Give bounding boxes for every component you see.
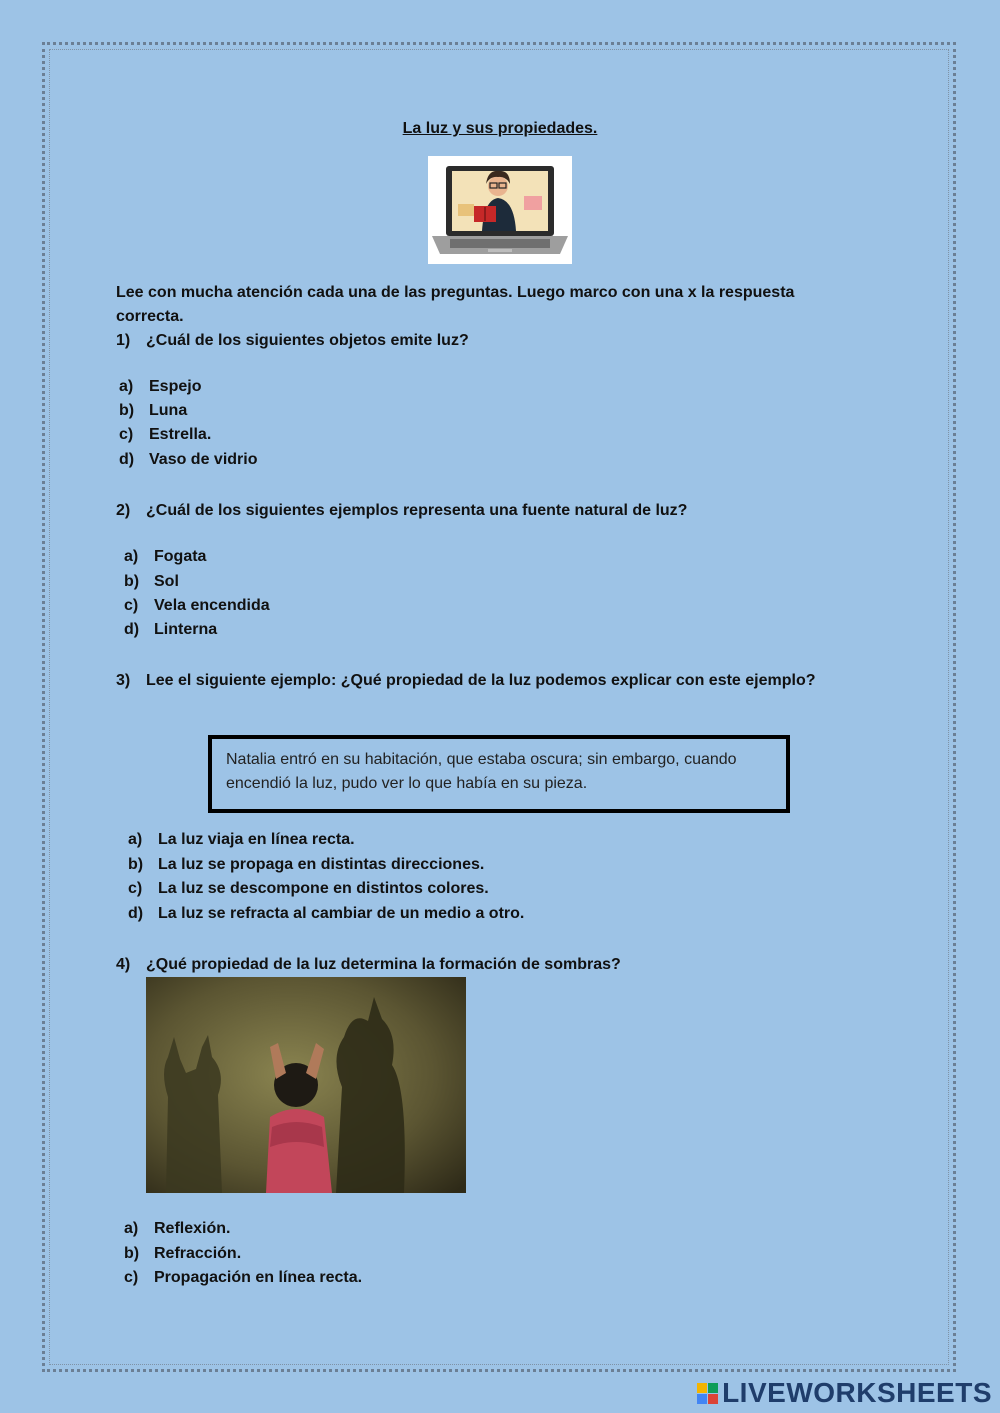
shadow-play-photo bbox=[146, 977, 466, 1193]
teacher-laptop-image bbox=[428, 156, 572, 264]
question-1-option-a[interactable]: a) Espejo bbox=[119, 378, 202, 395]
question-2-option-b[interactable]: b) Sol bbox=[124, 573, 179, 590]
question-4-option-c[interactable]: c) Propagación en línea recta. bbox=[124, 1269, 363, 1286]
question-1: 1) ¿Cuál de los siguientes objetos emite luz? bbox=[116, 332, 469, 349]
question-3: 3) Lee el siguiente ejemplo: ¿Qué propiedad de la luz podemos explicar con este ejemplo? bbox=[116, 672, 816, 689]
question-3-option-a[interactable]: a) La luz viaja en línea recta. bbox=[128, 831, 355, 848]
brand-name: LIVEWORKSHEETS bbox=[722, 1377, 992, 1408]
worksheet-title: La luz y sus propiedades. bbox=[402, 120, 598, 137]
question-4-option-a[interactable]: a) Reflexión. bbox=[124, 1220, 231, 1237]
question-3-option-c[interactable]: c) La luz se descompone en distintos colores. bbox=[128, 880, 489, 897]
question-2-option-c[interactable]: c) Vela encendida bbox=[124, 597, 270, 614]
instructions: Lee con mucha atención cada una de las preguntas. Luego marco con una x la respuesta correcta. bbox=[116, 284, 795, 325]
question-2-option-d[interactable]: d) Linterna bbox=[124, 621, 218, 638]
question-2: 2) ¿Cuál de los siguientes ejemplos representa una fuente natural de luz? bbox=[116, 502, 688, 519]
liveworksheets-logo-icon bbox=[697, 1383, 718, 1404]
question-3-option-d[interactable]: d) La luz se refracta al cambiar de un medio a otro. bbox=[128, 905, 525, 922]
question-1-option-b[interactable]: b) Luna bbox=[119, 402, 188, 419]
question-1-option-c[interactable]: c) Estrella. bbox=[119, 426, 212, 443]
example-text-box: Natalia entró en su habitación, que estaba oscura; sin embargo, cuando encendió la luz, pudo ver lo que había en su pieza. bbox=[208, 735, 790, 813]
question-2-option-a[interactable]: a) Fogata bbox=[124, 548, 207, 565]
question-3-option-b[interactable]: b) La luz se propaga en distintas direcciones. bbox=[128, 856, 485, 873]
question-4: 4) ¿Qué propiedad de la luz determina la formación de sombras? bbox=[116, 956, 621, 973]
question-1-option-d[interactable]: d) Vaso de vidrio bbox=[119, 451, 258, 468]
liveworksheets-logo bbox=[697, 1376, 992, 1410]
question-4-option-b[interactable]: b) Refracción. bbox=[124, 1245, 242, 1262]
